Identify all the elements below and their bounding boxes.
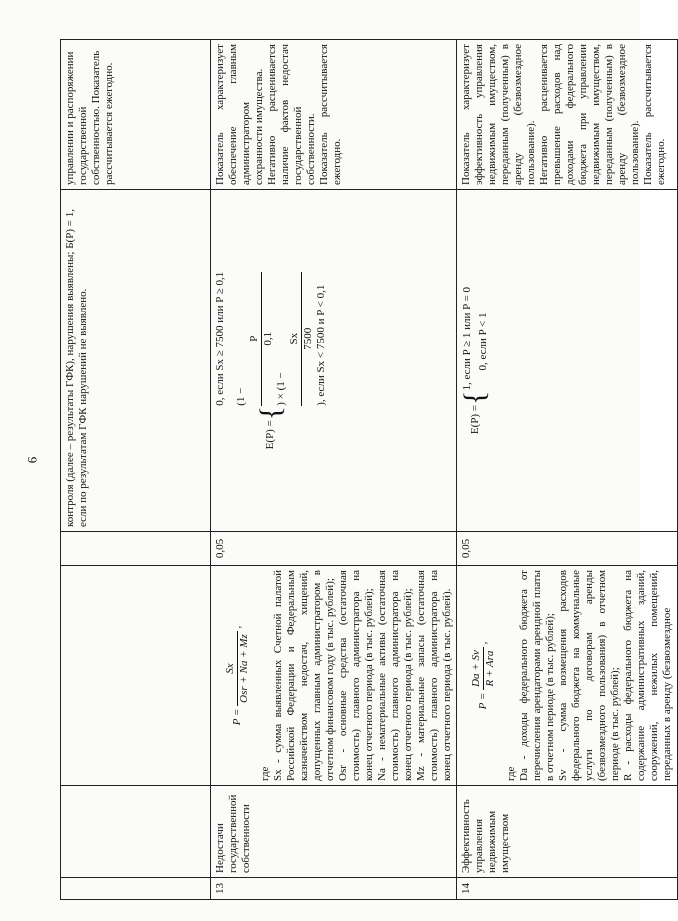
rationale-line: Показатель характеризует обеспечение главным администратором сохранности имущества. <box>214 44 265 185</box>
eval-case-2 <box>235 272 328 406</box>
weight-value: 0,05 <box>457 532 678 566</box>
formula-fraction <box>224 631 251 706</box>
rationale-line: Показатель рассчитывается ежегодно. <box>642 44 667 185</box>
eval-cases <box>461 287 491 391</box>
eval-case-2-b: ) × (1 − <box>274 372 287 406</box>
eval-case-1: 0, если Sx ≥ 7500 или P ≥ 0,1 <box>214 271 226 406</box>
eval-denominator-7500: 7500 <box>301 327 314 350</box>
formula-lhs: P = <box>477 692 490 710</box>
eval-lhs: E(P) = <box>264 420 277 450</box>
eval-denominator-01: 0,1 <box>261 331 274 346</box>
rationale-line: Показатель рассчитывается ежегодно. <box>317 44 343 185</box>
evaluation-formula <box>211 190 457 532</box>
indicator-rationale <box>457 40 678 190</box>
formula-p <box>224 570 251 781</box>
formula-lhs: P = <box>231 708 243 726</box>
continuation-rationale-text: управлении и распоряжении государственной собственностью. Показатель рассчитывается ежегодно. <box>64 50 115 185</box>
table-row-continuation <box>61 40 211 900</box>
eval-numerator-p: P <box>248 272 262 406</box>
formula-numerator: Da + Sv <box>470 647 484 690</box>
indicator-table <box>60 39 678 900</box>
brace-icon: { <box>253 405 287 421</box>
table-row-14 <box>457 40 678 900</box>
rationale-line: Показатель характеризует эффективность управления недвижимым имуществом, переданным (полученным) в аренду (безвозмездное пользование). <box>460 44 538 185</box>
rotated-page-content <box>60 40 674 900</box>
cell-weight-empty <box>61 532 211 566</box>
eval-case-2: 0, если P < 1 <box>477 312 490 371</box>
formula-denominator: R + Ara <box>484 650 497 687</box>
indicator-rationale <box>211 40 457 190</box>
row-number: 14 <box>457 878 678 900</box>
eval-lhs: E(P) = <box>468 404 481 435</box>
eval-cases <box>214 272 328 406</box>
eval-fraction-sx <box>288 272 315 406</box>
indicator-formula-description <box>457 566 678 786</box>
table-row-13 <box>211 40 457 900</box>
eval-fraction-p <box>248 272 275 406</box>
brace-icon: { <box>458 390 492 405</box>
formula-tail: , <box>231 625 243 629</box>
rationale-line: Негативно расценивается наличие фактов недостач государственной собственности. <box>265 44 317 185</box>
continuation-rationale <box>61 40 211 190</box>
indicator-formula-description <box>211 566 457 786</box>
legend-line: где <box>505 766 518 781</box>
cell-num-empty <box>61 878 211 900</box>
formula-fraction <box>470 647 497 690</box>
legend-line: Sv - сумма возмещения расходов федерального бюджета на коммунальные услуги по договорам аренды (безвозмездного пользования) в отчетном периоде (в тыс. рублей); <box>557 570 622 781</box>
legend-line: Da - доходы федерального бюджета от перечисления арендаторами арендной платы в отчетном периоде (в тыс. рублей); <box>518 570 557 781</box>
legend-line: Na - нематериальные активы (остаточная стоимость) главного администратора на конец отчетного периода (в тыс. рублей); <box>375 570 414 781</box>
rationale-line: Негативно расценивается превышение расходов над доходами федерального бюджета при управлении недвижимым имуществом, переданным (полученным) в аренду (безвозмездное пользование). <box>538 44 642 185</box>
legend-line: Mz - материальные запасы (остаточная стоимость) главного администратора на конец отчетного периода (в тыс. рублей). <box>414 570 453 781</box>
legend-line: R - расходы федерального бюджета на содержание административных зданий, сооружений, нежилых помещений, переданных в аренду (безвозмездное <box>622 570 674 781</box>
weight-value: 0,05 <box>211 532 457 566</box>
page-number: 9 <box>25 456 40 464</box>
continuation-text: контроля (далее – результаты ГФК), нарушения выявлены; Б(Р) = 1, если по результатам ГФК нарушений не выявлено. <box>64 209 89 527</box>
indicator-name: Эффективность управления недвижимым имуществом <box>457 786 678 878</box>
evaluation-formula <box>457 190 678 532</box>
formula-numerator: Sx <box>224 631 238 706</box>
eval-case-2-a: (1 − <box>234 387 247 406</box>
formula-p <box>470 570 497 781</box>
formula-denominator: Osr + Na + Mz <box>237 634 250 703</box>
eval-numerator-sx: Sx <box>288 272 302 406</box>
evaluation-equation <box>460 194 490 527</box>
formula-tail: , <box>477 641 490 645</box>
evaluation-equation <box>214 194 328 527</box>
eval-case-1: 1, если P ≥ 1 или P = 0 <box>460 286 473 391</box>
row-number: 13 <box>211 878 457 900</box>
continuation-formula-text <box>61 190 211 532</box>
legend-line: где <box>258 766 271 781</box>
eval-case-2-c: ), если Sx < 7500 и P < 0,1 <box>314 284 327 406</box>
indicator-name: Недостачи государственной собственности <box>211 786 457 878</box>
legend-line: Sx - сумма выявленных Счетной палатой Российской Федерации и Федеральным казначейством недостач, хищений, допущенных главным администратором в отчетном финансовом году (в тыс. рублей); <box>271 570 336 781</box>
cell-name-empty <box>61 786 211 878</box>
legend-line: Osr - основные средства (остаточная стоимость) главного администратора на конец отчетного периода (в тыс. рублей); <box>336 570 375 781</box>
cell-formula-empty <box>61 566 211 786</box>
